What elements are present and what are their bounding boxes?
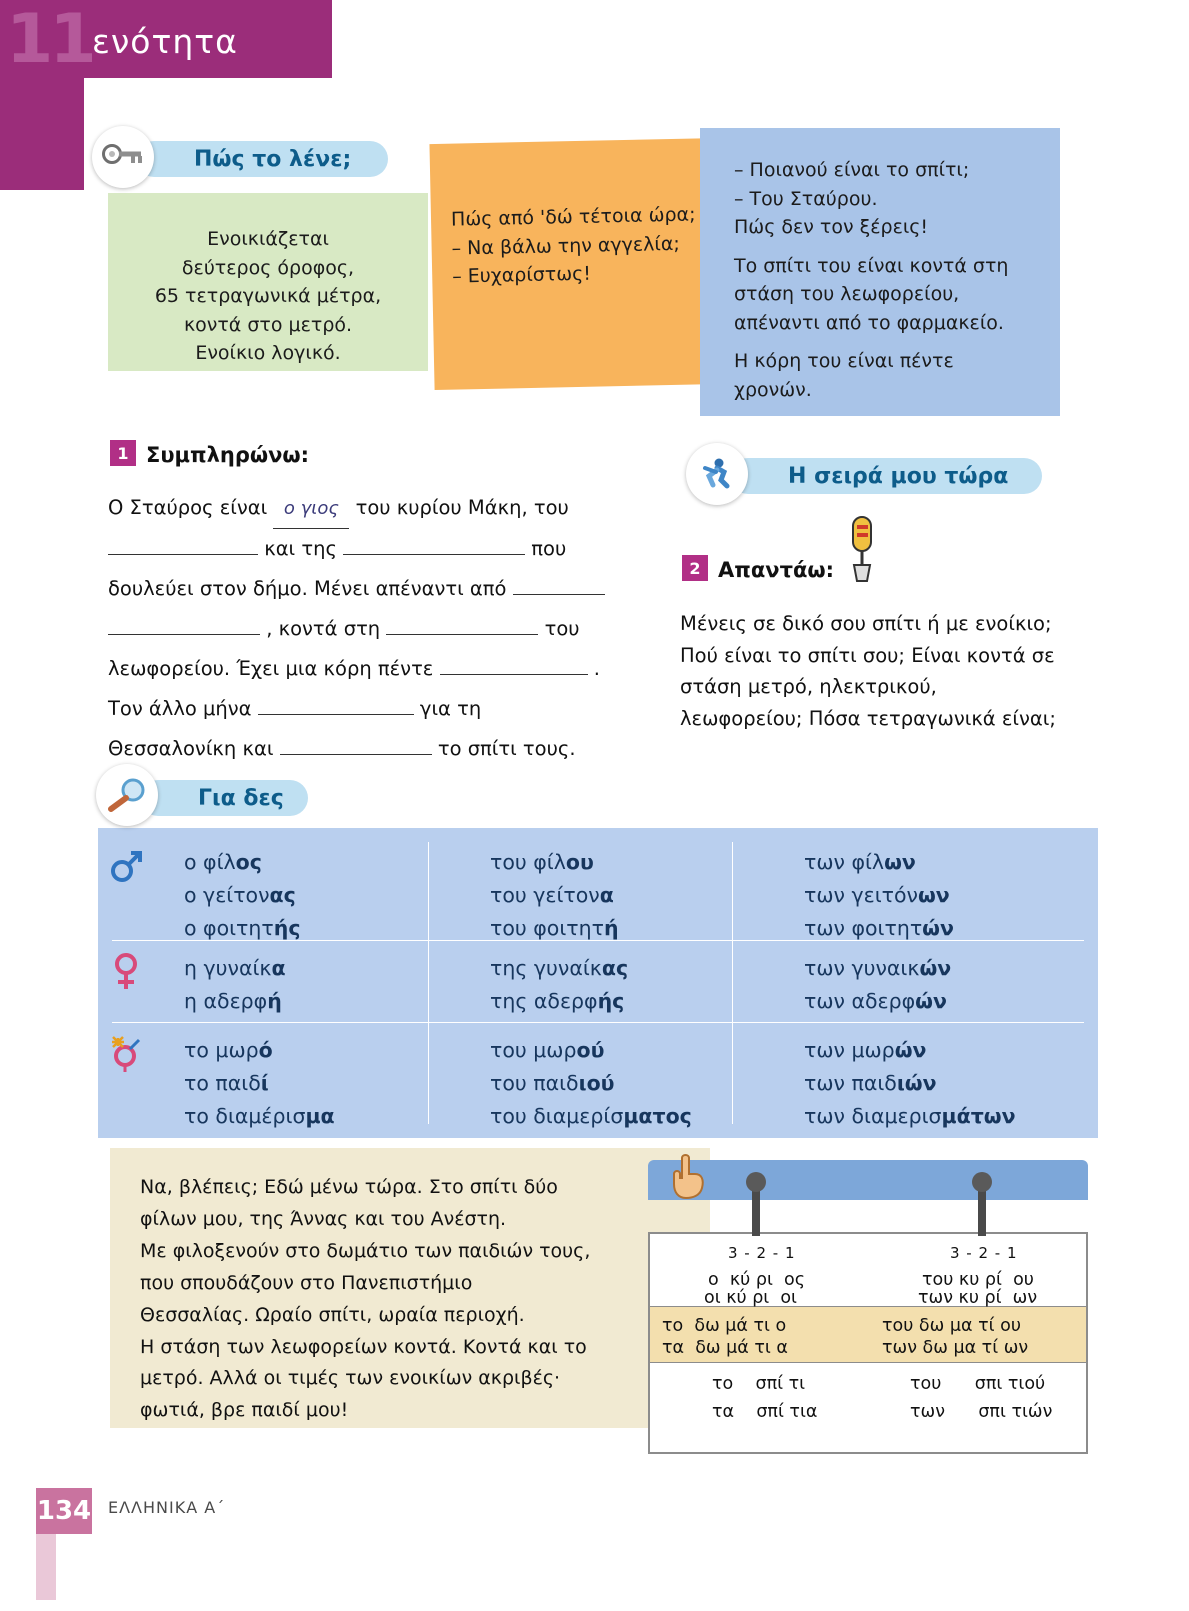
cell-text: η αδερφ — [184, 989, 268, 1014]
grammar-g1-nom — [184, 846, 301, 946]
note-green-line-0: Ενοικιάζεται — [207, 228, 329, 250]
note-orange-line-2: – Ευχαρίστως! — [452, 262, 592, 288]
note-blue — [700, 128, 1060, 416]
ex2-line-0: Μένεις σε δικό σου σπίτι ή με ενοίκιο; — [680, 612, 1052, 635]
cell-text: των αδερφ — [804, 989, 916, 1014]
section-my-turn-label: Η σειρά μου τώρα — [788, 463, 1009, 489]
cell-ending: ος — [235, 850, 262, 874]
note-blue-line-7: χρονών. — [734, 378, 812, 401]
cell-ending: α — [599, 883, 614, 908]
ex1-line4-a: , κοντά στη — [266, 616, 381, 640]
accent-row-3-left: τα δω μά τι α — [662, 1338, 788, 1358]
exercise-2-text — [680, 608, 1110, 734]
unit-word: ενότητα — [92, 22, 238, 61]
cell-ending: ας — [601, 956, 629, 980]
accent-header-left: 3 - 2 - 1 — [728, 1244, 796, 1262]
cell-text: των γυναικ — [804, 956, 920, 980]
accent-row-4-right: του σπι τιού — [910, 1374, 1046, 1394]
cell-text: η γυναίκ — [184, 956, 272, 980]
reading-line-3: που σπουδάζουν στο Πανεπιστήμιο — [140, 1271, 473, 1294]
ex1-line6-b: για τη — [419, 696, 482, 720]
ex1-line7-b: το σπίτι τους. — [437, 736, 576, 760]
runner-icon — [686, 443, 748, 505]
note-green-line-2: 65 τετραγωνικά μέτρα, — [154, 285, 382, 307]
grammar-g3-nom — [184, 1034, 335, 1134]
note-orange-line-1: – Να βάλω την αγγελία; — [451, 232, 681, 260]
note-blue-line-6: Η κόρη του είναι πέντε — [734, 350, 954, 372]
grammar-g1-gen — [490, 846, 619, 946]
reading-line-2: Με φιλοξενούν στο δωμάτιο των παιδιών τους, — [140, 1239, 591, 1262]
section-look — [140, 780, 308, 816]
cell-text: ο γείτον — [184, 883, 270, 908]
reading-line-6: μετρό. Αλλά οι τιμές των ενοικίων ακριβές· — [140, 1367, 561, 1390]
key-icon-svg — [101, 140, 145, 174]
ex1-line5-a: λεωφορείου. Έχει μια κόρη πέντε — [108, 656, 434, 680]
section-how-to-say-label: Πώς το λένε; — [194, 146, 352, 172]
task-1-label: Συμπληρώνω: — [146, 443, 310, 467]
task-1-number: 1 — [110, 440, 136, 466]
cell-text: των διαμερισ — [804, 1104, 942, 1129]
ex2-line-1: Πού είναι το σπίτι σου; Είναι κοντά σε — [680, 643, 1055, 667]
pointing-hand-icon — [662, 1152, 710, 1206]
microphone-icon-svg — [840, 515, 884, 585]
task-2-number: 2 — [682, 555, 708, 581]
unit-number: 11 — [6, 0, 93, 79]
ex1-line5-b: . — [593, 656, 600, 680]
accent-row-3-right: των δω μα τί ων — [882, 1338, 1029, 1358]
accent-table — [648, 1232, 1088, 1454]
cell-text: του μωρ — [490, 1038, 577, 1062]
ex1-blank-5[interactable] — [386, 634, 538, 635]
ex2-line-3: λεωφορείου; Πόσα τετραγωνικά είναι; — [680, 706, 1056, 730]
cell-text: ο φοιτητ — [184, 916, 274, 941]
ex1-blank-7[interactable] — [258, 714, 414, 715]
note-green-line-1: δεύτερος όροφος, — [181, 256, 355, 279]
pointing-hand-icon-svg — [662, 1152, 710, 1202]
grammar-g2-plural — [804, 952, 951, 1018]
note-blue-line-1: – Του Σταύρου. — [734, 187, 878, 210]
ex1-line7-a: Θεσσαλονίκη και — [108, 736, 274, 760]
neuter-icon — [106, 1034, 146, 1082]
cell-ending: ή — [603, 916, 619, 941]
cell-ending: ών — [915, 989, 947, 1014]
ex1-line6-a: Τον άλλο μήνα — [108, 696, 252, 720]
accent-row-0-right: του κυ ρί ου — [922, 1270, 1034, 1290]
female-icon — [108, 952, 144, 1000]
accent-pin-head-left — [746, 1172, 766, 1192]
reading-line-4: Θεσσαλίας. Ωραίο σπίτι, ωραία περιοχή. — [140, 1303, 525, 1326]
note-blue-line-5: απέναντι από το φαρμακείο. — [734, 311, 1004, 334]
cell-text: των φοιτητ — [804, 916, 923, 941]
book-title-footer: ΕΛΛΗΝΙΚΑ Α΄ — [108, 1498, 226, 1517]
cell-text: του παιδ — [490, 1071, 579, 1096]
cell-text: του φίλ — [490, 850, 566, 874]
cell-text: των παιδ — [804, 1071, 897, 1096]
cell-text: της γυναίκ — [490, 956, 602, 980]
note-green-line-3: κοντά στο μετρό. — [183, 313, 353, 336]
ex1-blank-4[interactable] — [108, 634, 260, 635]
ex1-line2-a: και της — [264, 536, 337, 560]
ex1-blank-1[interactable] — [108, 554, 258, 555]
reading-line-5: Η στάση των λεωφορείων κοντά. Κοντά και το — [140, 1335, 587, 1358]
grammar-g2-gen — [490, 952, 628, 1018]
task-2-label: Απαντάω: — [718, 558, 835, 582]
accent-row-1-right: των κυ ρί ων — [918, 1288, 1038, 1308]
cell-text: της αδερφ — [490, 989, 598, 1014]
grammar-table — [98, 828, 1098, 1138]
cell-text: το μωρ — [184, 1038, 259, 1062]
accent-header-right: 3 - 2 - 1 — [950, 1244, 1018, 1262]
ex1-line2-b: που — [531, 536, 567, 560]
cell-ending: ού — [576, 1038, 605, 1062]
ex1-line1-b: του κυρίου Μάκη, του — [355, 496, 569, 519]
reading-line-1: φίλων μου, της Άννας και του Ανέστη. — [140, 1207, 507, 1230]
cell-text: το διαμέρισ — [184, 1104, 306, 1129]
neuter-icon-svg — [106, 1034, 146, 1074]
ex1-filled-answer: ο γιος — [273, 491, 349, 529]
ex1-line3-a: δουλεύει στον δήμο. Μένει απέναντι από — [108, 576, 507, 600]
cell-text: του γείτον — [490, 883, 600, 908]
cell-ending: ής — [597, 989, 625, 1014]
cell-ending: ών — [922, 916, 954, 941]
cell-ending: μα — [305, 1104, 335, 1129]
accent-pin-head-right — [972, 1172, 992, 1192]
cell-ending: ής — [273, 916, 301, 941]
accent-line-2 — [650, 1362, 1086, 1363]
ex1-blank-2[interactable] — [343, 554, 525, 555]
page-number: 134 — [36, 1488, 92, 1534]
magnifier-icon — [96, 764, 158, 826]
accent-row-2-left: το δω μά τι ο — [662, 1316, 787, 1336]
ex1-blank-3[interactable] — [513, 594, 605, 595]
accent-row-4-left: το σπί τι — [712, 1374, 806, 1394]
grammar-hsep-2 — [112, 1022, 1084, 1023]
cell-ending: α — [271, 956, 286, 980]
reading-line-0: Να, βλέπεις; Εδώ μένω τώρα. Στο σπίτι δύο — [140, 1176, 558, 1198]
cell-ending: ιών — [896, 1071, 937, 1096]
cell-ending: ων — [884, 850, 916, 874]
grammar-g2-nom — [184, 952, 286, 1018]
grammar-vsep-2 — [732, 842, 733, 1124]
accent-row-5-left: τα σπί τια — [712, 1402, 818, 1422]
accent-row-5-right: των σπι τιών — [910, 1402, 1053, 1422]
cell-text: του φοιτητ — [490, 916, 604, 941]
ex2-line-2: στάση μετρό, ηλεκτρικού, — [680, 675, 937, 699]
cell-ending: ών — [894, 1038, 927, 1062]
male-icon — [108, 848, 144, 892]
note-orange-line-0: Πώς από 'δώ τέτοια ώρα; — [450, 203, 696, 231]
ex1-blank-8[interactable] — [280, 754, 432, 755]
grammar-g3-gen — [490, 1034, 692, 1134]
cell-ending: ιού — [578, 1071, 615, 1096]
cell-text: των γειτόν — [804, 883, 918, 908]
grammar-g3-plural — [804, 1034, 1016, 1134]
note-orange — [429, 138, 724, 390]
reading-line-7: φωτιά, βρε παιδί μου! — [140, 1399, 349, 1422]
section-my-turn — [730, 458, 1042, 494]
cell-text: το παιδ — [184, 1071, 261, 1096]
microphone-icon — [840, 515, 884, 585]
grammar-g1-plural — [804, 846, 954, 946]
male-icon-svg — [108, 848, 144, 884]
ex1-line1-a: Ο Σταύρος είναι — [108, 496, 268, 519]
cell-ending: ων — [917, 883, 950, 908]
magnifier-icon-svg — [105, 777, 149, 813]
cell-ending: μάτων — [941, 1104, 1016, 1129]
accent-row-1-left: οι κύ ρι οι — [704, 1288, 797, 1308]
section-look-label: Για δες — [198, 785, 284, 811]
note-blue-line-4: στάση του λεωφορείου, — [734, 283, 960, 305]
note-green-line-4: Ενοίκιο λογικό. — [195, 342, 341, 364]
cell-text: των μωρ — [804, 1038, 895, 1062]
exercise-1-text — [108, 488, 668, 769]
grammar-vsep-1 — [428, 842, 429, 1124]
accent-table-tab — [648, 1160, 1088, 1200]
cell-ending: ών — [919, 956, 952, 980]
ex1-line4-b: του — [544, 616, 580, 640]
cell-ending: ή — [267, 989, 282, 1014]
cell-text: ο φίλ — [184, 850, 236, 874]
cell-ending: ό — [258, 1038, 273, 1062]
female-icon-svg — [108, 952, 144, 992]
cell-ending: ου — [565, 850, 594, 874]
cell-text: των φίλ — [804, 850, 885, 874]
footer-side-strip — [36, 1534, 56, 1600]
note-blue-line-2: Πώς δεν τον ξέρεις! — [734, 216, 929, 238]
reading-text — [140, 1172, 700, 1427]
note-blue-line-3: Το σπίτι του είναι κοντά στη — [734, 254, 1009, 277]
accent-row-2-right: του δω μα τί ου — [882, 1316, 1021, 1336]
cell-ending: ας — [269, 883, 296, 908]
cell-ending: ματος — [623, 1104, 692, 1129]
note-blue-line-0: – Ποιανού είναι το σπίτι; — [734, 159, 970, 181]
note-green — [108, 193, 428, 371]
cell-ending: ί — [260, 1071, 269, 1096]
key-icon — [92, 126, 154, 188]
runner-icon-svg — [697, 454, 737, 494]
cell-text: του διαμερίσ — [490, 1104, 624, 1129]
accent-row-0-left: ο κύ ρι ος — [708, 1270, 805, 1290]
section-how-to-say — [136, 141, 388, 177]
ex1-blank-6[interactable] — [440, 674, 588, 675]
